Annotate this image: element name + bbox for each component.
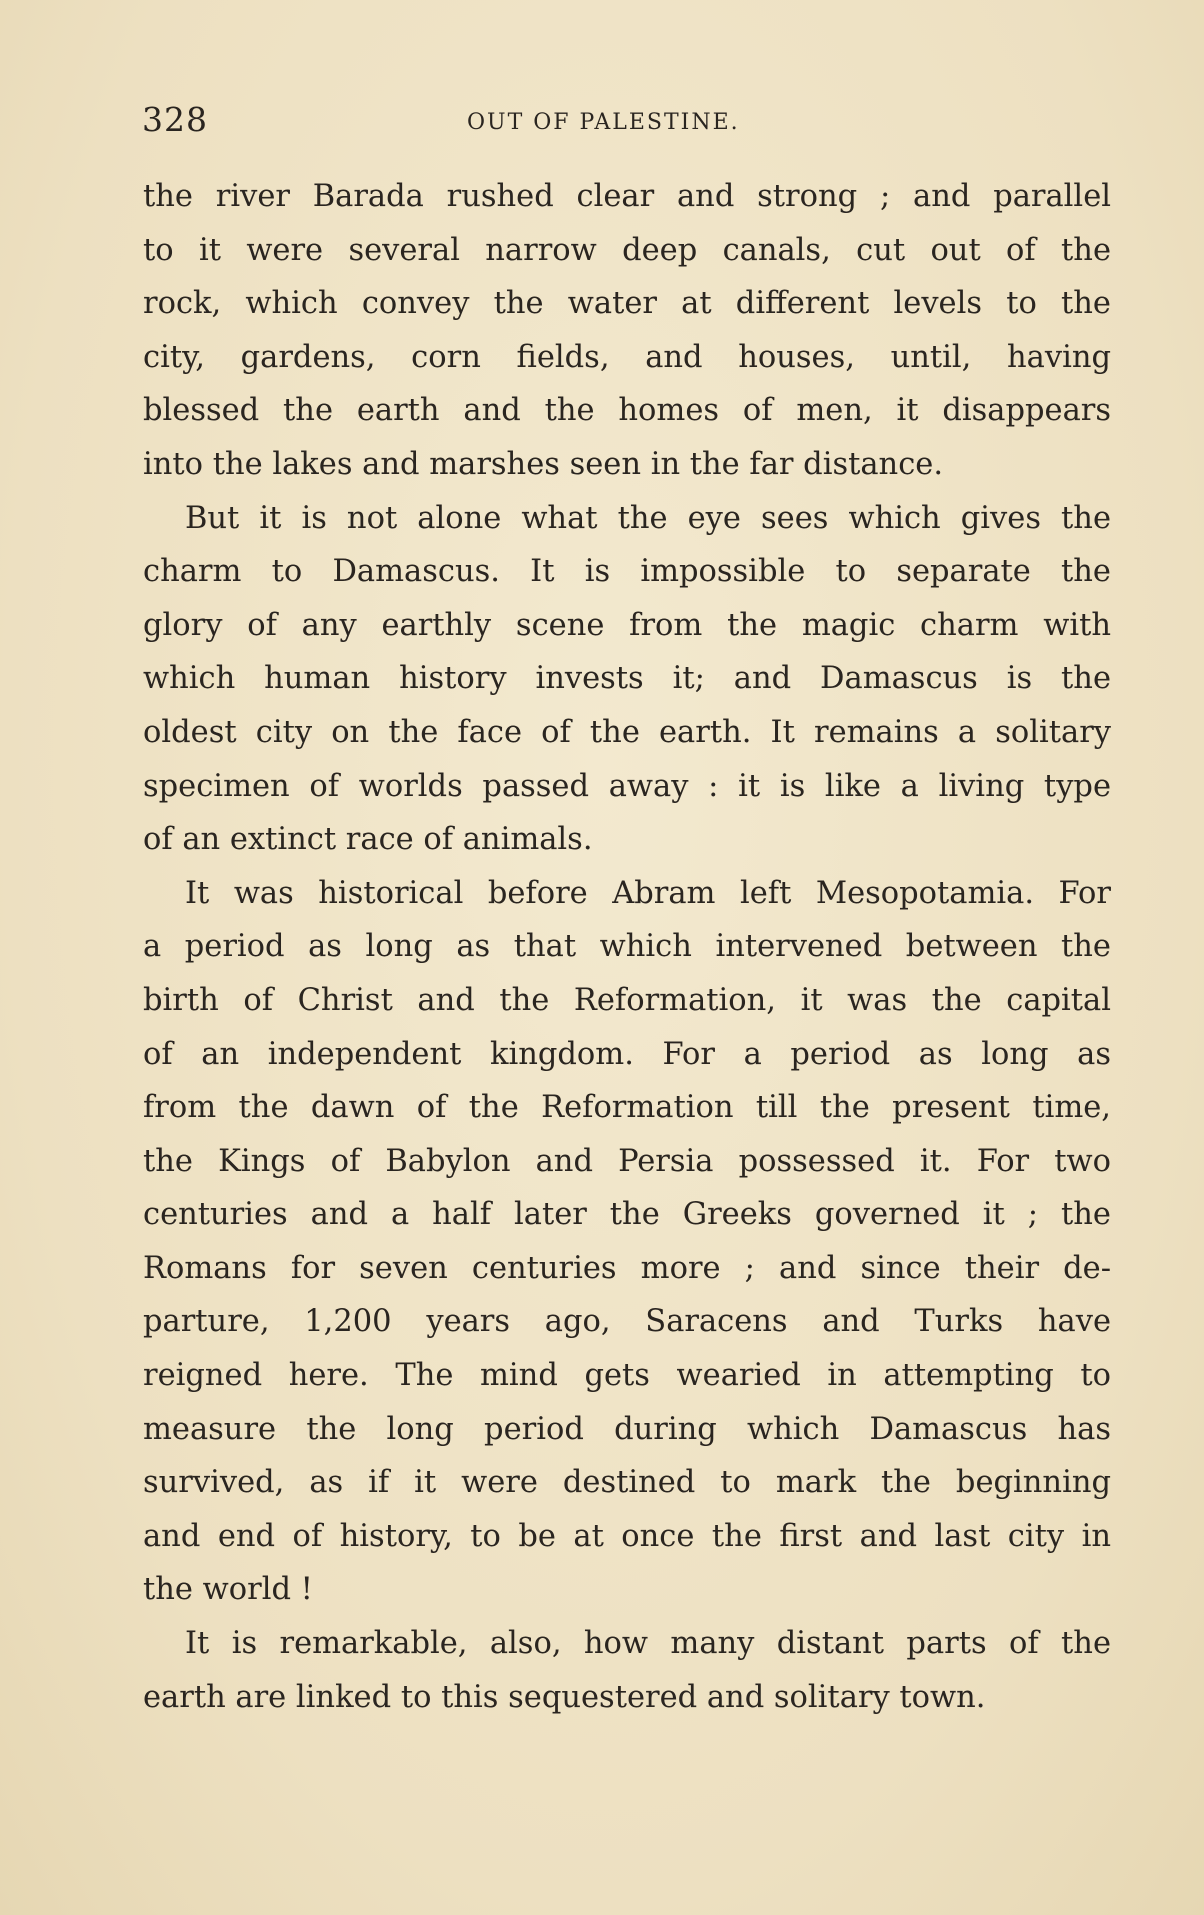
text-line: It was historical before Abram left Mesopotamia. For xyxy=(185,875,1111,911)
text-line: of an extinct race of animals. xyxy=(143,822,593,858)
text-line: measure the long period during which Damascus has xyxy=(143,1411,1111,1447)
running-head: OUT OF PALESTINE. xyxy=(467,110,740,135)
text-line: centuries and a half later the Greeks governed it ; the xyxy=(143,1197,1111,1233)
text-line: It is remarkable, also, how many distant parts of the xyxy=(185,1626,1111,1662)
text-line: earth are linked to this sequestered and solitary town. xyxy=(143,1679,986,1715)
text-line: parture, 1,200 years ago, Saracens and Turks have xyxy=(143,1304,1111,1340)
text-line: the Kings of Babylon and Persia possessed it. For two xyxy=(143,1143,1111,1179)
text-line: oldest city on the face of the earth. It remains a solitary xyxy=(143,714,1111,750)
text-line: glory of any earthly scene from the magic charm with xyxy=(143,607,1111,643)
text-line: into the lakes and marshes seen in the far distance. xyxy=(143,446,944,482)
text-line: to it were several narrow deep canals, cut out of the xyxy=(143,232,1111,268)
text-line: birth of Christ and the Reformation, it was the capital xyxy=(143,982,1111,1018)
page-header xyxy=(142,100,1102,150)
text-line: and end of history, to be at once the first and last city in xyxy=(143,1518,1111,1554)
text-line: the world ! xyxy=(143,1572,313,1608)
text-line: city, gardens, corn fields, and houses, until, having xyxy=(143,339,1111,375)
text-line: rock, which convey the water at different levels to the xyxy=(143,286,1111,322)
text-line: which human history invests it; and Damascus is the xyxy=(143,661,1111,697)
text-line: But it is not alone what the eye sees which gives the xyxy=(185,500,1111,536)
text-line: of an independent kingdom. For a period as long as xyxy=(143,1036,1111,1072)
text-line: blessed the earth and the homes of men, it disappears xyxy=(143,393,1111,429)
text-line: specimen of worlds passed away : it is like a living type xyxy=(143,768,1111,804)
text-line: a period as long as that which intervened between the xyxy=(143,929,1111,965)
text-line: survived, as if it were destined to mark the beginning xyxy=(143,1465,1111,1501)
text-line: Romans for seven centuries more ; and since their de- xyxy=(143,1250,1111,1286)
body-text xyxy=(143,170,1111,1730)
page-number: 328 xyxy=(142,100,208,139)
text-line: reigned here. The mind gets wearied in attempting to xyxy=(143,1358,1111,1394)
text-line: from the dawn of the Reformation till the present time, xyxy=(143,1090,1111,1126)
text-line: charm to Damascus. It is impossible to separate the xyxy=(143,554,1111,590)
text-line: the river Barada rushed clear and strong ; and parallel xyxy=(143,179,1111,214)
